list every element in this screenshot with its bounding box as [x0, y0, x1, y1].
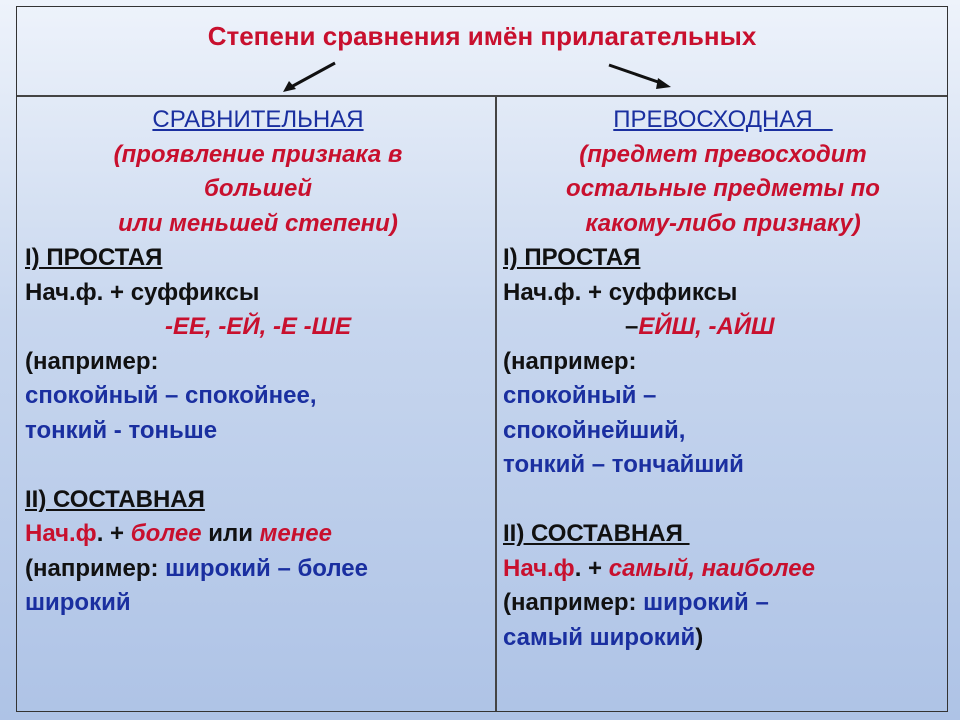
arrow-left-icon — [279, 57, 339, 97]
page-title: Степени сравнения имён прилагательных — [207, 21, 757, 51]
comparative-compound-example: (например: широкий – более — [25, 554, 368, 582]
comparative-desc-3: или меньшей степени) — [118, 209, 398, 237]
superlative-compound-formula: Нач.ф. + самый, наиболее — [503, 554, 815, 582]
superlative-example-open: (например: — [503, 347, 637, 375]
superlative-example-3: тонкий – тончайший — [503, 451, 744, 478]
superlative-desc-3: какому-либо признаку) — [585, 209, 861, 237]
comparative-simple-suffix: -ЕЕ, -ЕЙ, -Е -ШЕ — [165, 313, 352, 340]
comparative-desc-2: большей — [203, 175, 313, 202]
comparative-example-2: тонкий - тоньше — [25, 416, 218, 444]
superlative-heading: ПРЕВОСХОДНАЯ — [613, 106, 833, 133]
comparative-compound-heading: II) СОСТАВНАЯ — [25, 485, 205, 513]
comparative-desc-1: (проявление признака в — [113, 140, 403, 168]
table-header — [17, 7, 947, 97]
superlative-desc-2: остальные предметы по — [566, 175, 880, 202]
arrow-right-icon — [605, 57, 675, 93]
comparative-simple-heading: I) ПРОСТАЯ — [25, 244, 163, 271]
superlative-example-1: спокойный – — [503, 382, 657, 409]
comparative-example-open: (например: — [25, 347, 159, 375]
superlative-example-2: спокойнейший, — [503, 416, 686, 444]
table-frame — [16, 6, 948, 712]
comparative-compound-example-2: широкий — [25, 589, 131, 616]
comparative-example-1: спокойный – спокойнее, — [25, 382, 317, 409]
comparative-simple-formula: Нач.ф. + суффиксы — [25, 278, 260, 306]
comparative-heading: СРАВНИТЕЛЬНАЯ — [152, 106, 364, 133]
superlative-desc-1: (предмет превосходит — [579, 140, 867, 168]
superlative-simple-suffix: –ЕЙШ, -АЙШ — [625, 313, 775, 340]
column-divider — [495, 97, 497, 711]
superlative-column — [503, 103, 943, 655]
superlative-compound-heading: II) СОСТАВНАЯ — [503, 520, 690, 547]
superlative-compound-example: (например: широкий – — [503, 589, 769, 616]
comparative-compound-formula: Нач.ф. + более или менее — [25, 520, 332, 547]
superlative-simple-heading: I) ПРОСТАЯ — [503, 244, 641, 271]
superlative-simple-formula: Нач.ф. + суффиксы — [503, 278, 738, 306]
superlative-compound-example-2: самый широкий) — [503, 623, 704, 651]
comparative-column — [25, 103, 491, 621]
